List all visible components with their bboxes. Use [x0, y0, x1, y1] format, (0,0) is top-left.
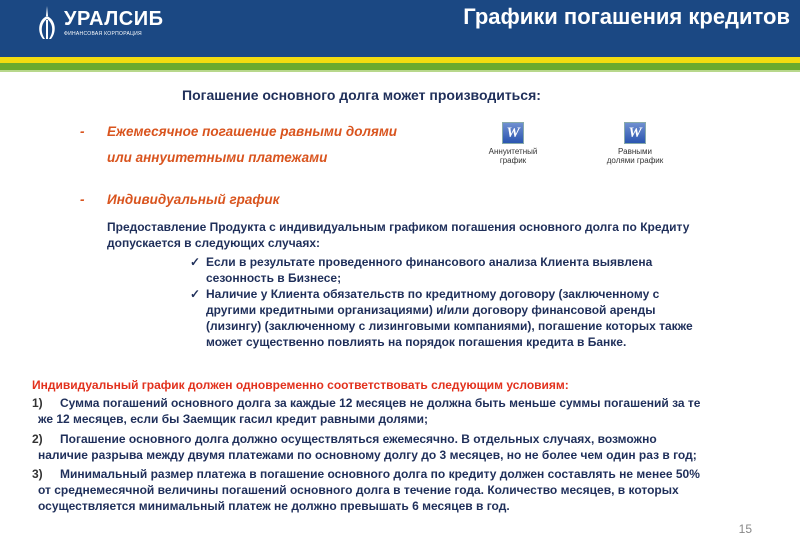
word-document-icon: W — [624, 122, 646, 144]
text-line: Если в результате проведенного финансового анализа Клиента выявлена — [206, 255, 653, 269]
text-line: допускается в следующих случаях: — [107, 236, 321, 250]
green-stripe — [0, 63, 800, 70]
dash: - — [80, 192, 85, 207]
check-icon: ✓ — [190, 255, 201, 269]
option-line: Индивидуальный график — [107, 192, 280, 207]
dash: - — [80, 124, 85, 139]
text-line: другими кредитными организациями) и/или договору финансовой аренды — [206, 303, 656, 317]
page-number: 15 — [738, 522, 752, 536]
attachment-label: Аннуитетный — [488, 147, 538, 156]
attachment-label: Равными — [618, 147, 652, 156]
text-line: Минимальный размер платежа в погашение основного долга по кредиту должен составлять не менее 50% — [60, 467, 700, 481]
text-line: Сумма погашений основного долга за каждые 12 месяцев не должна быть меньше суммы погашений за те — [60, 396, 701, 410]
page-title: Графики погашения кредитов — [463, 4, 790, 29]
logo-emblem-icon — [34, 6, 60, 40]
condition-item — [32, 466, 700, 514]
text-line: Предоставление Продукта с индивидуальным графиком погашения основного долга по Кредиту — [107, 220, 690, 234]
condition-item — [32, 431, 697, 463]
intro-text — [107, 219, 689, 251]
section-heading: Погашение основного долга может производиться: — [182, 87, 541, 103]
attachment-label: долями график — [606, 156, 664, 165]
case-item — [190, 286, 693, 350]
conditions-title: Индивидуальный график должен одновременно соответствовать следующим условиям: — [32, 378, 569, 392]
item-number: 3) — [32, 467, 43, 481]
word-document-icon: W — [502, 122, 524, 144]
logo — [34, 6, 163, 40]
check-icon: ✓ — [190, 287, 201, 301]
text-line: сезонность в Бизнесе; — [206, 271, 342, 285]
option-equal-annuity — [80, 124, 398, 140]
light-green-stripe — [0, 70, 800, 72]
header-bar — [0, 0, 800, 57]
text-line: осуществляется минимальный платеж не должно превышать 6 месяцев в год. — [38, 499, 510, 513]
condition-item — [32, 395, 700, 427]
text-line: Наличие у Клиента обязательств по кредитному договору (заключенному с — [206, 287, 660, 301]
text-line: от среднемесячной величины погашений основного долга в течение года. Количество месяцев, в которых — [38, 483, 679, 497]
text-line: наличие разрыва между двумя платежами по основному долгу до 3 месяцев, но не более чем один раз в год; — [38, 448, 697, 462]
attachment-annuity[interactable] — [475, 122, 551, 165]
logo-name: УРАЛСИБ — [64, 8, 164, 30]
text-line: же 12 месяцев, если бы Заемщик гасил кредит равными долями; — [38, 412, 429, 426]
text-line: Погашение основного долга должно осуществляться ежемесячно. В отдельных случаях, возможно — [60, 432, 657, 446]
item-number: 2) — [32, 432, 43, 446]
text-line: (лизингу) (заключенному с лизинговыми компаниями), погашение которых также — [206, 319, 693, 333]
item-number: 1) — [32, 396, 43, 410]
case-item — [190, 254, 652, 286]
option-line: Ежемесячное погашение равными долями — [107, 124, 398, 139]
attachment-equal[interactable] — [597, 122, 673, 165]
logo-subtitle: ФИНАНСОВАЯ КОРПОРАЦИЯ — [64, 31, 142, 37]
option-individual — [80, 192, 280, 208]
option-line: или аннуитетными платежами — [107, 150, 328, 165]
text-line: может существенно повлиять на порядок погашения кредита в Банке. — [206, 335, 627, 349]
attachment-label: график — [499, 156, 527, 165]
